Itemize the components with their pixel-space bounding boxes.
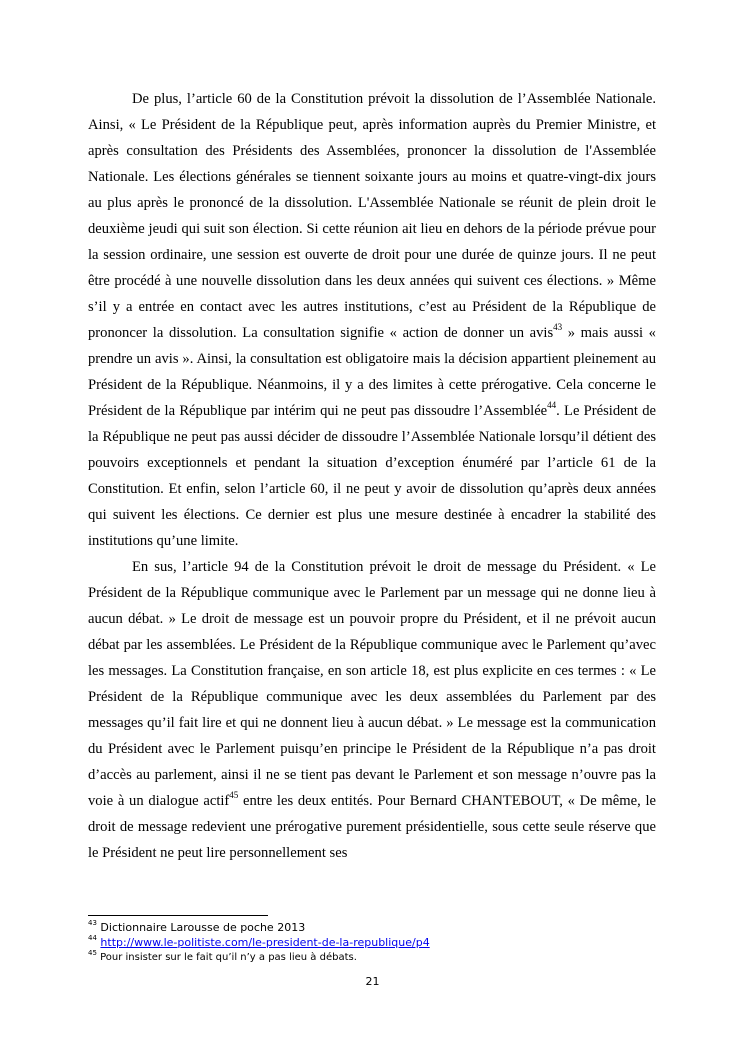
footnote-43: [88, 920, 668, 935]
footnote-number: 43: [88, 919, 97, 928]
footnote-text: Dictionnaire Larousse de poche 2013: [100, 921, 306, 934]
paragraph-text: . Le Président de la République ne peut pas aussi décider de dissoudre l’Assemblée Nationale lorsqu’il détient des pouvoirs exceptionnels et pendant la situation d’exception énuméré par l’article 61 de la Constitution. Et enfin, selon l’article 60, il ne peut y avoir de dissolution qu’après deux années qui suivent les élections. Ce dernier est plus une mesure destinée à encadrer la stabilité des institutions qu’une limite.: [88, 403, 656, 549]
paragraph-dissolution: [88, 86, 656, 554]
footnote-text: Pour insister sur le fait qu’il n’y a pas lieu à débats.: [100, 952, 357, 963]
footnote-ref-45: 45: [229, 790, 239, 801]
footnote-ref-43: 43: [553, 322, 563, 333]
paragraph-text: De plus, l’article 60 de la Constitution prévoit la dissolution de l’Assemblée Nationale. Ainsi, « Le Président de la République peut, après information auprès du Premier Ministre, et après consultation des Présidents des Assemblées, prononcer la dissolution de l'Assemblée Nationale. Les élections générales se tiennent soixante jours au moins et quatre-vingt-dix jours au plus après le prononcé de la dissolution. L'Assemblée Nationale se réunit de plein droit le deuxième jeudi qui suit son élection. Si cette réunion ait lieu en dehors de la période prévue pour la session ordinaire, une session est ouverte de droit pour une durée de quinze jours. Il ne peut être procédé à une nouvelle dissolution dans les deux années qui suivent ces élections. » Même s’il y a entrée en contact avec les autres institutions, c’est au Président de la République de prononcer la dissolution. La consultation signifie « action de donner un avis: [88, 91, 656, 341]
footnote-link[interactable]: http://www.le-politiste.com/le-president-de-la-republique/p4: [100, 936, 430, 949]
footnote-number: 45: [88, 948, 97, 957]
body-text: [88, 86, 656, 866]
footnotes: [88, 920, 668, 965]
footnote-separator: [88, 915, 268, 916]
page-number: 21: [365, 975, 380, 988]
paragraph-text: entre les deux entités. Pour Bernard CHANTEBOUT, « De même, le droit de message redevient une prérogative purement présidentielle, sous cette seule réserve que le Président ne peut lire personnellement ses: [88, 793, 656, 861]
footnote-45: [88, 950, 668, 965]
footnote-number: 44: [88, 934, 97, 943]
paragraph-text: En sus, l’article 94 de la Constitution prévoit le droit de message du Président. « Le Président de la République communique avec le Parlement par un message qui ne donne lieu à aucun débat. » Le droit de message est un pouvoir propre du Président, et il ne prévoit aucun débat par les assemblées. Le Président de la République communique avec le Parlement qu’avec les messages. La Constitution française, en son article 18, est plus explicite en ces termes : « Le Président de la République communique avec les deux assemblées du Parlement par des messages qu’il fait lire et qui ne donnent lieu à aucun débat. » Le message est la communication du Président avec le Parlement puisqu’en principe le Président de la République n’a pas droit d’accès au parlement, ainsi il ne se tient pas devant le Parlement et son message n’ouvre pas la voie à un dialogue actif: [88, 559, 656, 809]
paragraph-droit-de-message: [88, 554, 656, 866]
footnote-ref-44: 44: [547, 400, 557, 411]
paragraph-text: » mais aussi « prendre un avis ». Ainsi, la consultation est obligatoire mais la décision appartient pleinement au Président de la République. Néanmoins, il y a des limites à cette prérogative. Cela concerne le Président de la République par intérim qui ne peut pas dissoudre l’Assemblée: [88, 325, 656, 419]
footnote-44: [88, 935, 668, 950]
